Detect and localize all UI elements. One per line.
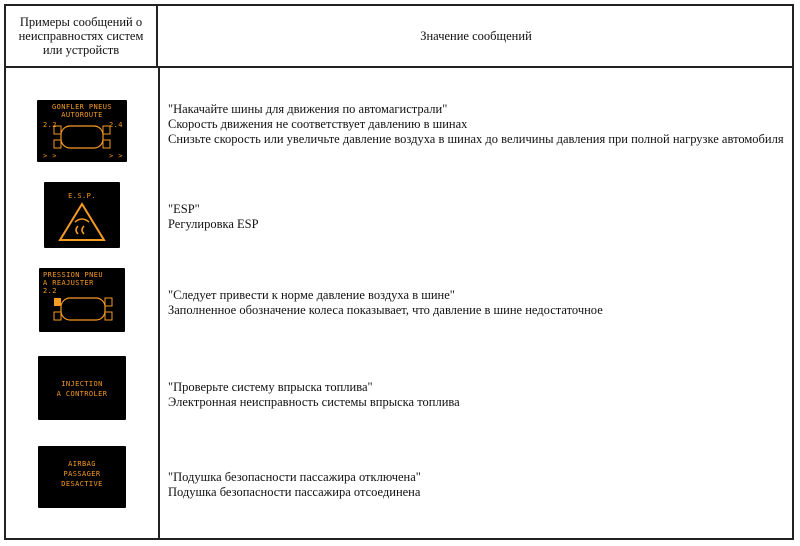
message-line: Скорость движения не соответствует давлению в шинах	[168, 117, 468, 131]
display-text: E.S.P.	[68, 192, 96, 200]
table-header	[6, 6, 792, 68]
message-title: "Подушка безопасности пассажира отключена"	[168, 470, 421, 484]
message-line: Заполненное обозначение колеса показывает, что давление в шине недостаточное	[168, 303, 603, 317]
message-title: "ESP"	[168, 202, 200, 216]
message-line: Снизьте скорость или увеличьте давление воздуха в шинах до величины давления при полной нагрузке автомобиля	[168, 132, 784, 146]
messages-table	[4, 4, 794, 540]
tyre-inflate-highway-display-icon	[37, 100, 127, 162]
message-title: "Накачайте шины для движения по автомагистрали"	[168, 102, 448, 116]
message-line: Регулировка ESP	[168, 217, 259, 231]
display-text: AUTOROUTE	[61, 111, 103, 119]
header-meaning: Значение сообщений	[420, 28, 532, 43]
display-text: AIRBAG	[68, 460, 96, 468]
display-text: INJECTION	[61, 380, 103, 388]
column-divider	[158, 66, 160, 538]
display-text: A REAJUSTER	[43, 279, 94, 287]
display-text: 2.2	[43, 121, 57, 129]
message-line: Электронная неисправность системы впрыска топлива	[168, 395, 460, 409]
display-text: PASSAGER	[63, 470, 101, 478]
display-text: A CONTROLER	[56, 390, 108, 398]
tyre-pressure-adjust-display-icon	[39, 268, 125, 332]
message-title: "Проверьте систему впрыска топлива"	[168, 380, 373, 394]
message-title: "Следует привести к норме давление воздуха в шине"	[168, 288, 455, 302]
display-text: > >	[109, 152, 123, 160]
display-text: 2.2	[43, 287, 57, 295]
display-text: GONFLER PNEUS	[52, 103, 112, 111]
message-line: Подушка безопасности пассажира отсоединена	[168, 485, 421, 499]
injection-display-icon	[38, 356, 126, 420]
header-examples: Примеры сообщений о неисправностях систем или устройств	[6, 6, 158, 66]
esp-warning-display-icon	[44, 182, 120, 248]
airbag-passenger-display-icon	[38, 446, 126, 508]
display-text: 2.4	[109, 121, 123, 129]
display-text: PRESSION PNEU	[43, 271, 103, 279]
display-text: DESACTIVE	[61, 480, 103, 488]
display-text: > >	[43, 152, 57, 160]
